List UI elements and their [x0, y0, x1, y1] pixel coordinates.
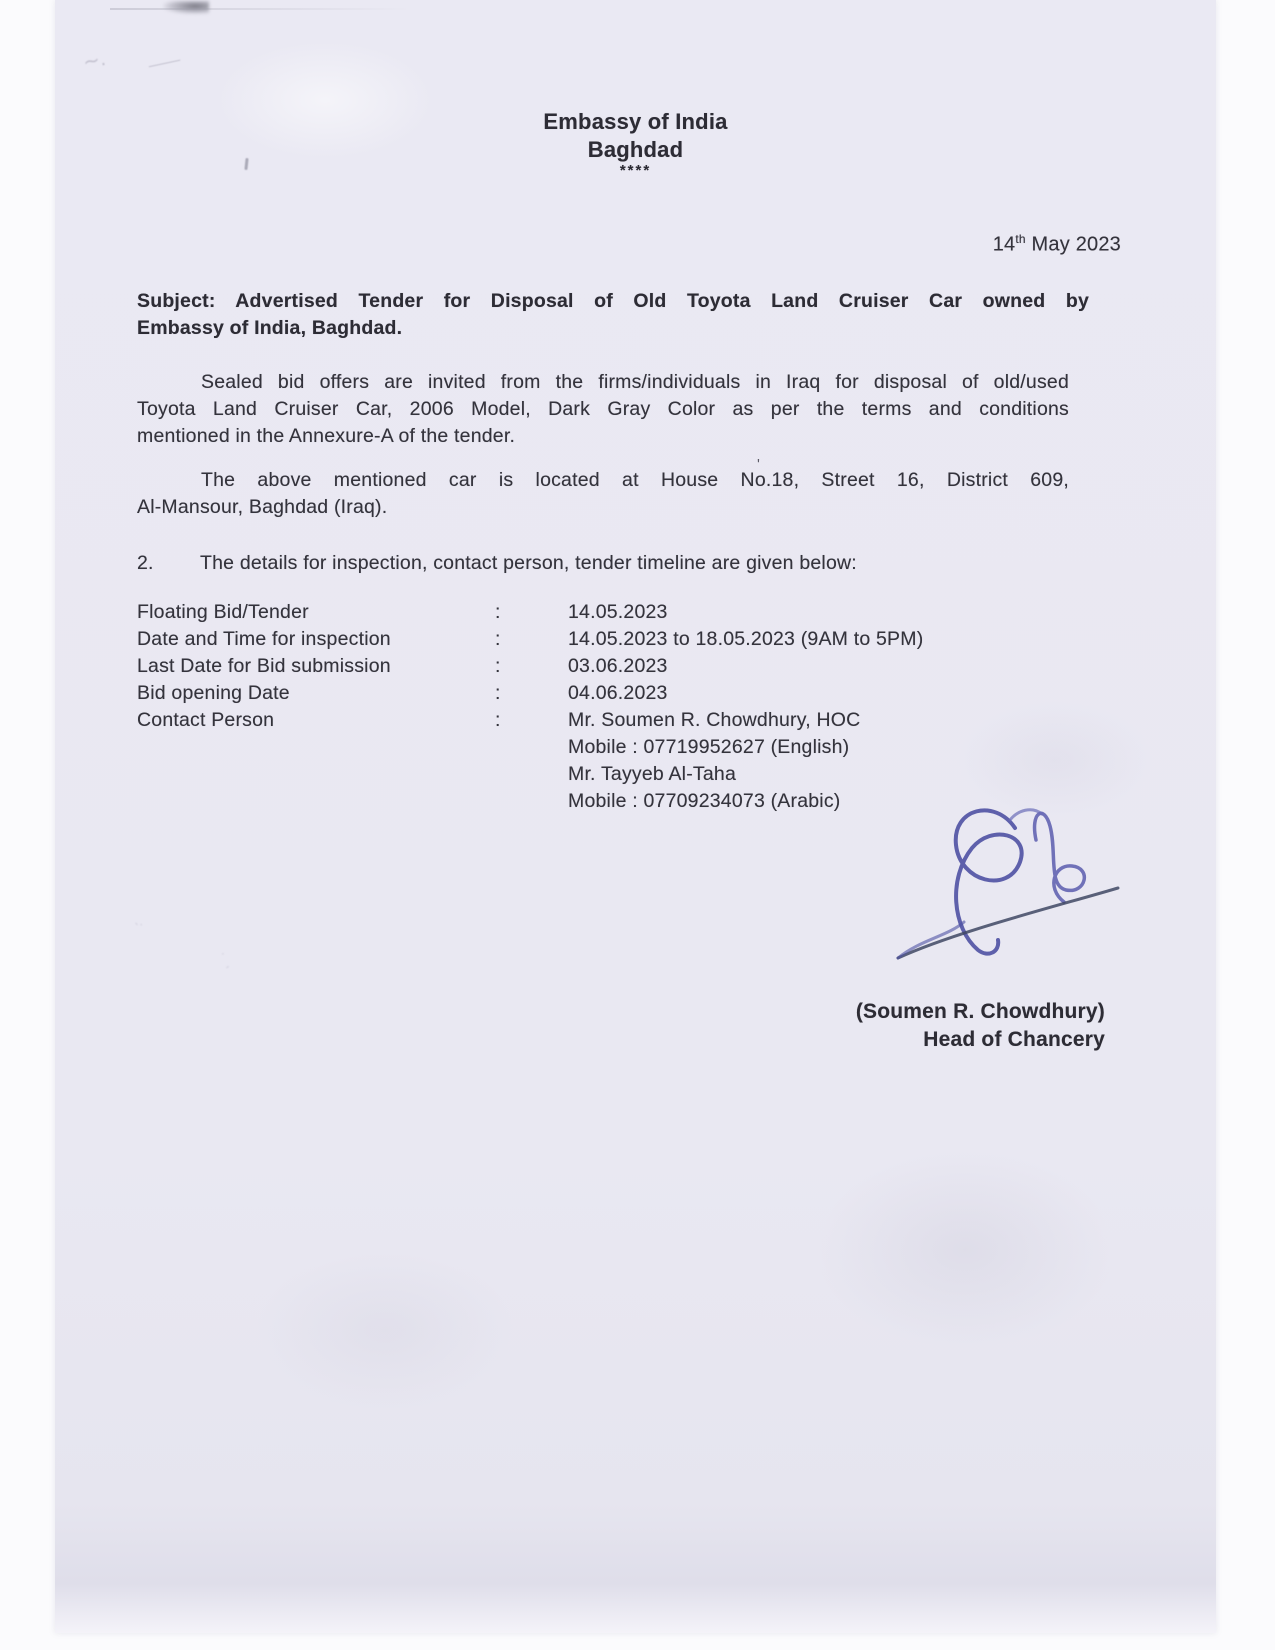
row-label: Contact Person: [137, 709, 275, 731]
contact-mobile-english: Mobile : 07719952627 (English): [568, 736, 850, 758]
table-row: [137, 680, 1137, 707]
subject-text-line1: Subject: Advertised Tender for Disposal of Old Toyota Land Cruiser Car owned by: [137, 290, 1089, 312]
table-row-continuation: [137, 761, 1137, 788]
table-row: [137, 599, 1137, 626]
contact-name-arabic: Mr. Tayyeb Al-Taha: [568, 763, 736, 785]
row-value: 14.05.2023: [568, 601, 668, 623]
date-day: 14: [992, 233, 1016, 256]
row-value: 03.06.2023: [568, 655, 668, 677]
scanned-page: [55, 0, 1216, 1633]
pencil-mark: ⸺: [145, 48, 184, 78]
row-label: Bid opening Date: [137, 682, 290, 704]
row-value: 04.06.2023: [568, 682, 668, 704]
paragraph-line: Toyota Land Cruiser Car, 2006 Model, Dark Gray Color as per the terms and conditions: [137, 398, 1069, 420]
divider-stars: ****: [619, 162, 652, 179]
signatory-title: Head of Chancery: [923, 1028, 1105, 1051]
stray-speck: ': [757, 456, 760, 473]
tender-details-table: [137, 599, 1137, 815]
handwritten-signature: [860, 790, 1130, 970]
date-month-year: May 2023: [1025, 233, 1121, 256]
paragraph-sealed-bids: [137, 369, 1069, 450]
paragraph-line: Al-Mansour, Baghdad (Iraq).: [137, 496, 388, 518]
row-separator: :: [495, 655, 501, 677]
pencil-mark: ˙ˏ: [218, 951, 232, 970]
contact-mobile-arabic: Mobile : 07709234073 (Arabic): [568, 790, 841, 812]
scan-edge-line: [110, 8, 410, 10]
subject-line: [137, 288, 1089, 342]
row-separator: :: [495, 628, 501, 650]
pencil-mark: ∼.: [81, 47, 108, 75]
row-value: Mr. Soumen R. Chowdhury, HOC: [568, 709, 861, 731]
row-separator: :: [495, 601, 501, 623]
table-row-continuation: [137, 734, 1137, 761]
row-label: Date and Time for inspection: [137, 628, 391, 650]
scan-blotch: [255, 1250, 515, 1410]
table-row: [137, 626, 1137, 653]
item-number: 2.: [137, 552, 154, 574]
letter-date: [55, 226, 1121, 259]
row-label: Last Date for Bid submission: [137, 655, 391, 677]
signature-block: [55, 998, 1105, 1054]
org-name: Embassy of India: [543, 109, 728, 134]
signatory-name: (Soumen R. Chowdhury): [855, 1000, 1105, 1023]
letterhead: [55, 108, 1216, 178]
row-separator: :: [495, 682, 501, 704]
item-text: The details for inspection, contact person, tender timeline are given below:: [200, 552, 857, 574]
paragraph-line: Sealed bid offers are invited from the firms/individuals in Iraq for disposal of old/used: [201, 371, 1069, 393]
org-city: Baghdad: [587, 137, 684, 162]
pencil-mark: ˋ˙: [131, 921, 145, 940]
scan-blotch: [815, 1150, 1115, 1350]
table-row: [137, 707, 1137, 734]
paragraph-car-location: [137, 467, 1069, 521]
subject-text-line2: Embassy of India, Baghdad.: [137, 317, 403, 339]
row-value: 14.05.2023 to 18.05.2023 (9AM to 5PM): [568, 628, 924, 650]
table-row: [137, 653, 1137, 680]
row-separator: :: [495, 709, 501, 731]
row-label: Floating Bid/Tender: [137, 601, 309, 623]
paragraph-line: The above mentioned car is located at House No.18, Street 16, District 609,: [201, 469, 1069, 491]
date-ordinal: th: [1015, 232, 1026, 246]
paragraph-line: mentioned in the Annexure-A of the tender.: [137, 425, 516, 447]
